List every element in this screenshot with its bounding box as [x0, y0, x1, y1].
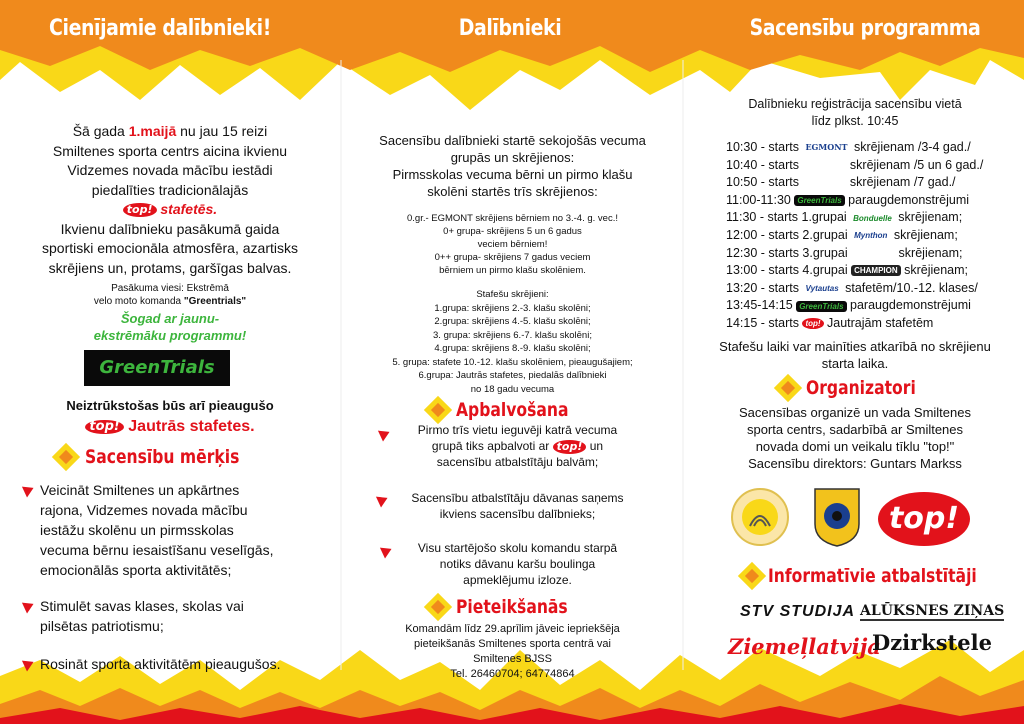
date-highlight: 1.maijā: [128, 123, 177, 139]
sponsor-ziemellatvija-logo: Ziemeļlatvija: [728, 634, 881, 659]
run-line: 0++ grupa- skrējiens 7 gadus veciem: [434, 252, 591, 263]
schedule-time: 10:30 - starts: [726, 140, 803, 154]
award-line: ikviens sacensību dalībnieks;: [439, 507, 596, 521]
goal-line: iestāžu skolēnu un pirmsskolas: [40, 522, 234, 538]
relays-list: [345, 288, 680, 396]
apply-block: [345, 622, 680, 682]
smiltene-sports-centre-logo: [730, 486, 790, 548]
smiltene-coat-of-arms-icon: [812, 486, 862, 548]
adults-relay: [10, 418, 330, 436]
green-text: ekstrēmāku programmu!: [93, 328, 247, 343]
schedule-description: skrējienam;: [894, 210, 963, 225]
sponsor-aluksnes-zinas-logo: ALŪKSNES ZIŅAS: [860, 603, 1005, 619]
goal-line: Veicināt Smiltenes un apkārtnes: [40, 482, 240, 498]
schedule-time: 12:30 - starts 3.grupai: [726, 245, 852, 260]
schedule-sponsor-logo: GreenTrials: [794, 195, 844, 206]
goal-title: Sacensību mērķis: [85, 446, 240, 468]
run-line: veciem bērniem!: [477, 239, 548, 250]
award-line: un: [589, 439, 604, 453]
organizers-block: [690, 404, 1020, 472]
guests-text: velo moto komanda: [93, 296, 184, 307]
adults-relay-text: Jautrās stafetes.: [128, 418, 255, 435]
schedule-time: 14:15 - starts: [726, 316, 803, 330]
schedule-time: 13:00 - starts 4.grupai: [726, 263, 852, 278]
middle-intro: [345, 132, 680, 200]
sponsor-stv-logo: STV STUDIJA: [740, 603, 856, 620]
left-intro: [10, 122, 330, 278]
schedule-sponsor-logo: Mynthon: [854, 231, 888, 241]
relay-line: 2.grupa: skrējiens 4.-5. klašu skolēni;: [434, 316, 591, 327]
award-line: notiks dāvanu karšu boulinga: [439, 557, 596, 571]
org-line: Sacensības organizē un vada Smiltenes: [739, 405, 971, 420]
award-item: [385, 422, 650, 470]
top-store-logo: top!: [878, 492, 970, 546]
schedule-time: 12:00 - starts 2.grupai: [726, 228, 852, 242]
schedule-description: stafetēm/10.-12. klases/: [841, 280, 978, 295]
goal-line: pilsētas patriotismu;: [40, 618, 164, 634]
run-line: bērniem un pirmo klašu skolēniem.: [439, 265, 586, 276]
schedule-description: skrējienam /7 gad./: [846, 175, 956, 190]
award-line: Sacensību atbalstītāju dāvanas saņems: [411, 491, 624, 505]
apply-line: pieteikšanās Smiltenes sporta centrā vai: [414, 638, 611, 650]
schedule-time: 10:50 - starts: [726, 175, 803, 190]
intro-text: Šā gada: [72, 123, 129, 139]
schedule-description: skrējienam;: [890, 228, 958, 242]
schedule-row: [726, 316, 933, 330]
award-item: [385, 490, 650, 522]
intro-text: Vidzemes novada mācību iestādi: [67, 162, 273, 178]
goal-line: Stimulēt savas klases, skolas vai: [40, 598, 244, 614]
runs-list: [345, 212, 680, 277]
schedule-row: [726, 175, 956, 189]
org-line: Sacensību direktors: Guntars Markss: [748, 456, 962, 471]
adults-line: Neiztrūkstošas būs arī pieaugušo: [66, 398, 274, 413]
relay-line: 4.grupa: skrējiens 8.-9. klašu skolēni;: [434, 343, 591, 354]
schedule-description: skrējienam /3-4 gad./: [850, 140, 971, 154]
intro-line: grupās un skrējienos:: [450, 150, 575, 165]
apply-phone: Tel. 26460704; 64774864: [450, 668, 575, 680]
intro-line: skolēni startēs trīs skrējienos:: [427, 184, 598, 199]
schedule-row: [726, 193, 969, 207]
goal-line: emocionālās sporta aktivitātēs;: [40, 562, 232, 578]
header-middle: Dalībnieki: [458, 16, 562, 41]
schedule-sponsor-logo: GreenTrials: [796, 301, 846, 312]
intro-line: Sacensību dalībnieki startē sekojošās vecuma: [379, 133, 646, 148]
schedule-time: 13:20 - starts: [726, 280, 803, 295]
goal-item: [40, 654, 340, 674]
top-logo: top!: [553, 440, 587, 454]
schedule-row: [726, 158, 983, 172]
relay-line: 5. grupa: stafete 10.-12. klašu skolēniem, pieaugušajiem;: [392, 356, 633, 368]
schedule-time: 10:40 - starts: [726, 157, 803, 172]
award-line: sacensību atbalstītāju balvām;: [436, 455, 599, 469]
top-logo: top!: [85, 420, 123, 434]
award-line: grupā tiks apbalvoti ar: [431, 439, 550, 453]
guests-block: [10, 282, 330, 308]
org-line: novada domi un veikalu tīklu "top!": [755, 439, 955, 454]
intro-text: sportiski emocionāla atmosfēra, azartisks: [42, 240, 298, 256]
intro-text: Ikvienu dalībnieku pasākumā gaida: [60, 220, 280, 237]
relay-line: no 18 gadu vecuma: [470, 383, 555, 395]
relay-title: Stafešu skrējieni:: [476, 289, 549, 300]
sponsor-dzirkstele-logo: Dzirkstele: [872, 630, 992, 655]
intro-text: Smiltenes sporta centrs aicina ikvienu: [52, 142, 288, 159]
schedule-description: skrējienam;: [895, 245, 963, 260]
schedule-sponsor-logo: Vytautas: [805, 284, 839, 293]
intro-text: skrējiens un, protams, garšīgas balvas.: [48, 259, 292, 276]
schedule-description: skrējienam /5 un 6 gad./: [846, 157, 984, 172]
run-line: 0+ grupa- skrējiens 5 un 6 gadus: [443, 226, 582, 237]
schedule-row: [726, 298, 971, 312]
apply-line: Smiltenes BJSS: [473, 653, 552, 665]
schedule-time: 11:00-11:30: [726, 192, 795, 207]
schedule-note: [690, 338, 1020, 372]
stafetes-text: stafetēs.: [160, 201, 218, 217]
schedule-row: [726, 281, 978, 295]
registration-note: [690, 96, 1020, 130]
schedule-description: paraugdemonstrējumi: [846, 298, 971, 313]
relay-line: 3. grupa: skrējiens 6.-7. klašu skolēni;: [433, 329, 592, 341]
schedule-time: 13:45-14:15: [726, 298, 797, 313]
top-logo: top!: [123, 203, 157, 217]
schedule-row: [726, 140, 971, 154]
schedule-row: [726, 210, 962, 224]
guests-text: Pasākuma viesi: Ekstrēmā: [111, 283, 229, 294]
schedule-time: 11:30 - starts 1.grupai: [726, 210, 851, 225]
schedule-description: skrējienam;: [900, 263, 969, 278]
organizers-title: Organizatori: [806, 377, 916, 399]
note-line: starta laika.: [821, 356, 889, 371]
goal-item: [40, 596, 330, 636]
goal-line: Rosināt sporta aktivitātēm pieaugušos.: [40, 656, 281, 672]
relay-line: 1.grupa: skrējiens 2.-3. klašu skolēni;: [434, 302, 591, 314]
intro-line: Pirmsskolas vecuma bērni un pirmo klašu: [392, 167, 633, 182]
schedule-description: paraugdemonstrējumi: [844, 192, 970, 207]
header-left: Cienījamie dalībnieki!: [49, 16, 271, 41]
schedule-row: [726, 263, 968, 277]
intro-text: nu jau 15 reizi: [176, 123, 268, 139]
header-right: Sacensību programma: [749, 16, 981, 41]
registration-line: Dalībnieku reģistrācija sacensību vietā: [748, 97, 962, 111]
green-note: [10, 310, 330, 344]
goal-line: vecuma bērnu iesaistīšanu veselīgās,: [40, 542, 274, 558]
goal-item: [40, 480, 330, 580]
schedule-description: Jautrajām stafetēm: [823, 316, 934, 330]
apply-title: Pieteikšanās: [456, 596, 568, 618]
schedule-sponsor-logo: CHAMPION: [851, 265, 901, 276]
award-line: Pirmo trīs vietu ieguvēji katrā vecuma: [417, 423, 618, 437]
award-item: [385, 540, 650, 588]
intro-text: piedalīties tradicionālajās: [91, 181, 249, 198]
relay-line: 6.grupa: Jautrās stafetes, piedalās dalībnieki: [418, 370, 607, 381]
greentrials-logo: GreenTrials: [84, 350, 230, 386]
schedule-row: [726, 246, 962, 260]
apply-line: Komandām līdz 29.aprīlim jāveic iepriekšēja: [405, 623, 620, 635]
info-supporters-title: Informatīvie atbalstītāji: [768, 565, 977, 587]
org-line: sporta centrs, sadarbībā ar Smiltenes: [746, 422, 964, 437]
run-line: 0.gr.- EGMONT skrējiens bērniem no 3.-4. g. vec.!: [406, 213, 618, 224]
award-line: apmeklējumu izloze.: [463, 573, 572, 587]
goal-line: rajona, Vidzemes novada mācību: [40, 502, 248, 518]
green-text: Šogad ar jaunu-: [120, 311, 220, 326]
note-line: Stafešu laiki var mainīties atkarībā no skrējienu: [719, 339, 991, 354]
registration-line: līdz plkst. 10:45: [811, 114, 899, 128]
awards-title: Apbalvošana: [456, 399, 569, 421]
schedule-sponsor-logo: EGMONT: [805, 142, 848, 153]
schedule-row: [726, 228, 958, 242]
schedule-sponsor-logo: Bonduelle: [853, 213, 892, 223]
guests-name: "Greentrials": [183, 296, 247, 307]
schedule-sponsor-logo: top!: [802, 318, 823, 329]
award-line: Visu startējošo skolu komandu starpā: [417, 541, 618, 555]
